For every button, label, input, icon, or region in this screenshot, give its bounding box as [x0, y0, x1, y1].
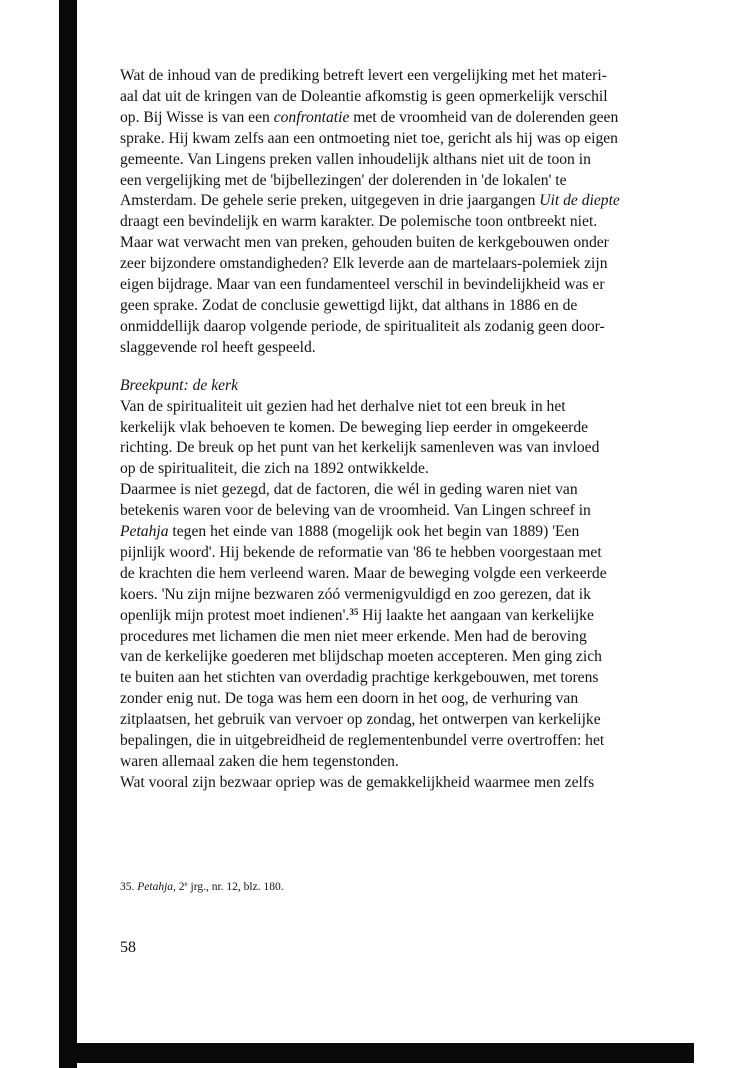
- text-line: onmiddellijk daarop volgende periode, de spiritualiteit als zodanig geen door-: [120, 317, 605, 335]
- text-line: betekenis waren voor de beleving van de vroomheid. Van Lingen schreef in: [120, 502, 591, 520]
- text-run: Amsterdam. De gehele serie preken, uitgegeven in drie jaargangen: [120, 192, 540, 210]
- italic-title-petahja: Petahja: [120, 523, 169, 541]
- section-heading: Breekpunt: de kerk: [120, 376, 239, 394]
- text-line: zonder enig nut. De toga was hem een doorn in het oog, de verhuring van: [120, 690, 579, 708]
- text-line: aal dat uit de kringen van de Doleantie afkomstig is geen opmerkelijk verschil: [120, 87, 608, 105]
- text-line: Van de spiritualiteit uit gezien had het derhalve niet tot een breuk in het: [120, 397, 566, 415]
- text-line: waren allemaal zaken die hem tegenstonden.: [120, 753, 399, 770]
- paragraph-3: [120, 480, 645, 773]
- text-line: de krachten die hem verleend waren. Maar de beweging volgde een verkeerde: [120, 564, 607, 582]
- footnote-number: 35.: [120, 881, 135, 893]
- italic-title-uit-de-diepte: Uit de diepte: [539, 192, 620, 210]
- text-line: draagt een bevindelijk en warm karakter. De polemische toon ontbreekt niet.: [120, 213, 598, 231]
- text-line: Maar wat verwacht men van preken, gehouden buiten de kerkgebouwen onder: [120, 234, 609, 252]
- text-line: op de spiritualiteit, die zich na 1892 ontwikkelde.: [120, 460, 429, 478]
- scan-border-bottom: [59, 1043, 694, 1063]
- text-line: procedures met lichamen die men niet meer erkende. Men had de beroving: [120, 627, 587, 645]
- text-run: Hij laakte het aangaan van kerkelijke: [362, 606, 594, 624]
- text-line: pijnlijk woord'. Hij bekende de reformatie van '86 te hebben voorgestaan met: [120, 543, 602, 561]
- footnote: [120, 880, 645, 895]
- text-line: een vergelijking met de 'bijbellezingen' der dolerenden in 'de lokalen' te: [120, 171, 567, 189]
- footnote-source: Petahja,: [137, 881, 176, 893]
- page-body: [120, 66, 645, 794]
- text-line: te buiten aan het stichten van overdadig prachtige kerkgebouwen, met torens: [120, 669, 599, 687]
- text-line: Wat vooral zijn bezwaar opriep was de gemakkelijkheid waarmee men zelfs: [120, 773, 595, 791]
- footnote-volume-ordinal: e: [184, 880, 188, 888]
- text-line: gemeente. Van Lingens preken vallen inhoudelijk althans niet uit de toon in: [120, 150, 591, 168]
- text-run: tegen het einde van 1888 (mogelijk ook het begin van 1889) 'Een: [168, 523, 580, 541]
- text-run: met de vroomheid van de dolerenden geen: [349, 108, 619, 126]
- text-line: [120, 522, 645, 543]
- text-line: richting. De breuk op het punt van het kerkelijk samenleven was van invloed: [120, 439, 600, 457]
- text-line: [120, 108, 645, 129]
- scan-border-left: [59, 0, 77, 1068]
- text-line: bepalingen, die in uitgebreidheid de reglementenbundel verre overtroffen: het: [120, 732, 605, 750]
- paragraph-4: [120, 773, 645, 794]
- text-line: sprake. Hij kwam zelfs aan een ontmoeting niet toe, gericht als hij was op eigen: [120, 129, 618, 147]
- text-line: van de kerkelijke goederen met blijdschap moeten accepteren. Men ging zich: [120, 648, 602, 666]
- text-line: zitplaatsen, het gebruik van vervoer op zondag, het ontwerpen van kerkelijke: [120, 711, 601, 729]
- paragraph-2: [120, 397, 645, 481]
- text-run: op. Bij Wisse is van een: [120, 108, 274, 126]
- text-line: Wat de inhoud van de prediking betreft levert een vergelijking met het materi-: [120, 67, 607, 84]
- text-line: eigen bijdrage. Maar van een fundamenteel verschil in bevindelijkheid was er: [120, 276, 605, 294]
- text-line: [120, 191, 645, 212]
- text-line: [120, 606, 645, 627]
- paragraph-1: [120, 66, 645, 359]
- text-line: geen sprake. Zodat de conclusie gewettigd lijkt, dat althans in 1886 en de: [120, 296, 578, 314]
- text-line: kerkelijk vlak behoeven te komen. De beweging liep eerder in omgekeerde: [120, 418, 589, 436]
- text-line: Daarmee is niet gezegd, dat de factoren, die wél in geding waren niet van: [120, 481, 578, 499]
- footnote-rest: jrg., nr. 12, blz. 180.: [187, 881, 284, 893]
- footnote-reference[interactable]: 35: [349, 606, 359, 617]
- footnote-volume: 2: [178, 881, 185, 893]
- text-run: openlijk mijn protest moet indienen'.: [120, 606, 350, 624]
- page-number: 58: [120, 939, 136, 956]
- text-line: koers. 'Nu zijn mijne bezwaren zóó vermenigvuldigd en zoo gerezen, dat ik: [120, 585, 591, 603]
- italic-term-confrontatie: confrontatie: [273, 108, 350, 126]
- text-line: zeer bijzondere omstandigheden? Elk leverde aan de martelaars-polemiek zijn: [120, 255, 608, 273]
- text-line: slaggevende rol heeft gespeeld.: [120, 338, 316, 356]
